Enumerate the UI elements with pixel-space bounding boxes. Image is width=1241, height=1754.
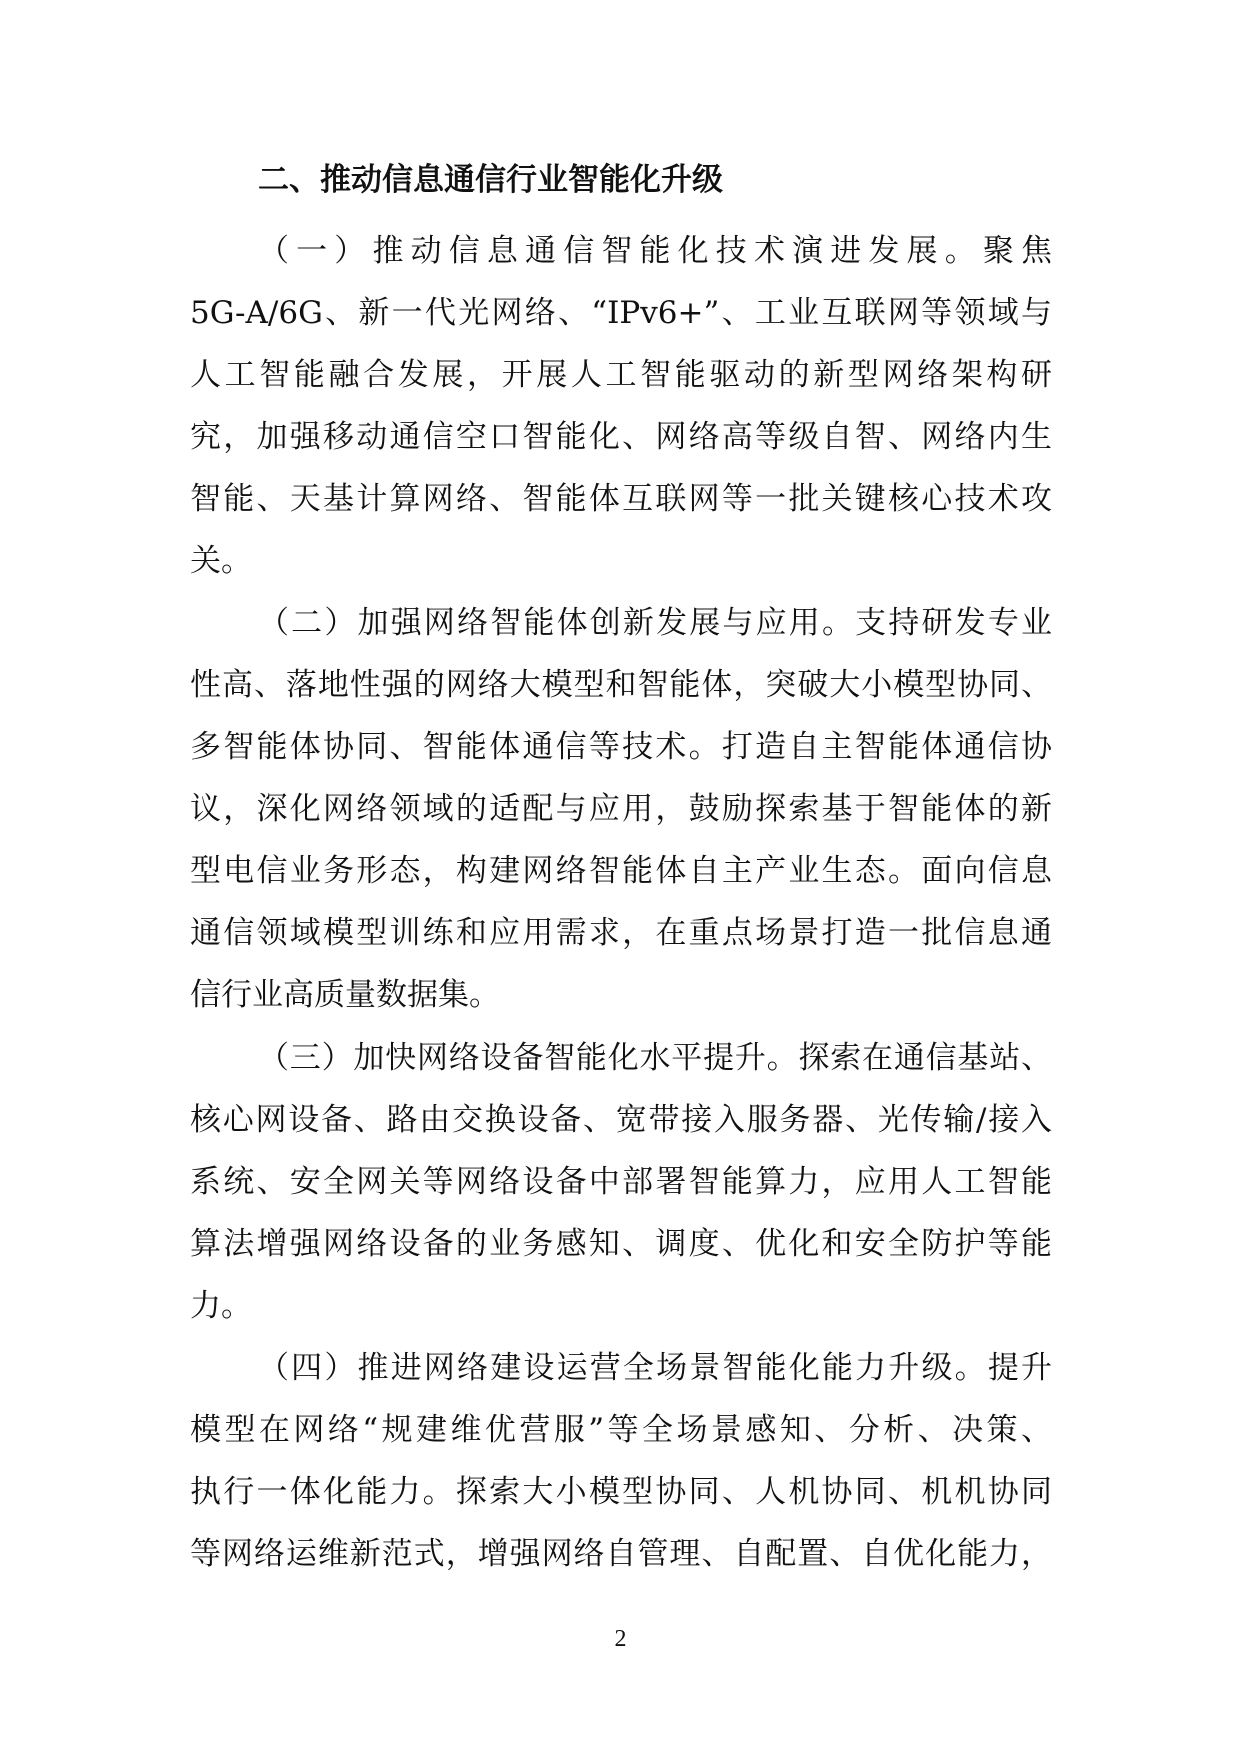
paragraph-line: （三）加快网络设备智能化水平提升。探索在通信基站、 xyxy=(258,1040,1052,1076)
paragraph-line: 智能、天基计算网络、智能体互联网等一批关键核心技术攻 xyxy=(190,481,1052,517)
paragraph-line: 核心网设备、路由交换设备、宽带接入服务器、光传输/接入 xyxy=(190,1102,1052,1138)
paragraph-4 xyxy=(190,1337,1052,1585)
section-heading: 二、推动信息通信行业智能化升级 xyxy=(258,162,723,198)
paragraph-line: （一）推动信息通信智能化技术演进发展。聚焦 xyxy=(258,233,1052,269)
paragraph-line: 多智能体协同、智能体通信等技术。打造自主智能体通信协 xyxy=(190,729,1052,765)
paragraph-line: 5G-A/6G、新一代光网络、“IPv6+”、工业互联网等领域与 xyxy=(190,295,1052,331)
paragraph-2 xyxy=(190,592,1052,1026)
paragraph-line: （二）加强网络智能体创新发展与应用。支持研发专业 xyxy=(258,605,1052,641)
paragraph-line: 人工智能融合发展，开展人工智能驱动的新型网络架构研 xyxy=(190,357,1052,393)
paragraph-line: 执行一体化能力。探索大小模型协同、人机协同、机机协同 xyxy=(190,1474,1052,1510)
paragraph-3 xyxy=(190,1027,1052,1337)
paragraph-line: 信行业高质量数据集。 xyxy=(190,977,500,1013)
paragraph-line: 系统、安全网关等网络设备中部署智能算力，应用人工智能 xyxy=(190,1164,1052,1200)
paragraph-line: 性高、落地性强的网络大模型和智能体，突破大小模型协同、 xyxy=(190,667,1052,703)
paragraph-line: 关。 xyxy=(190,543,252,579)
paragraph-line: 型电信业务形态，构建网络智能体自主产业生态。面向信息 xyxy=(190,853,1052,889)
paragraph-1 xyxy=(190,220,1052,592)
paragraph-line: 算法增强网络设备的业务感知、调度、优化和安全防护等能 xyxy=(190,1226,1052,1262)
paragraph-line: 通信领域模型训练和应用需求，在重点场景打造一批信息通 xyxy=(190,915,1052,951)
page-number: 2 xyxy=(614,1626,627,1652)
paragraph-line: 力。 xyxy=(190,1288,252,1324)
paragraph-line: （四）推进网络建设运营全场景智能化能力升级。提升 xyxy=(258,1350,1052,1386)
paragraph-line: 究，加强移动通信空口智能化、网络高等级自智、网络内生 xyxy=(190,419,1052,455)
paragraph-line: 模型在网络“规建维优营服”等全场景感知、分析、决策、 xyxy=(190,1412,1052,1448)
paragraph-line: 等网络运维新范式，增强网络自管理、自配置、自优化能力， xyxy=(190,1536,1052,1572)
paragraph-line: 议，深化网络领域的适配与应用，鼓励探索基于智能体的新 xyxy=(190,791,1052,827)
